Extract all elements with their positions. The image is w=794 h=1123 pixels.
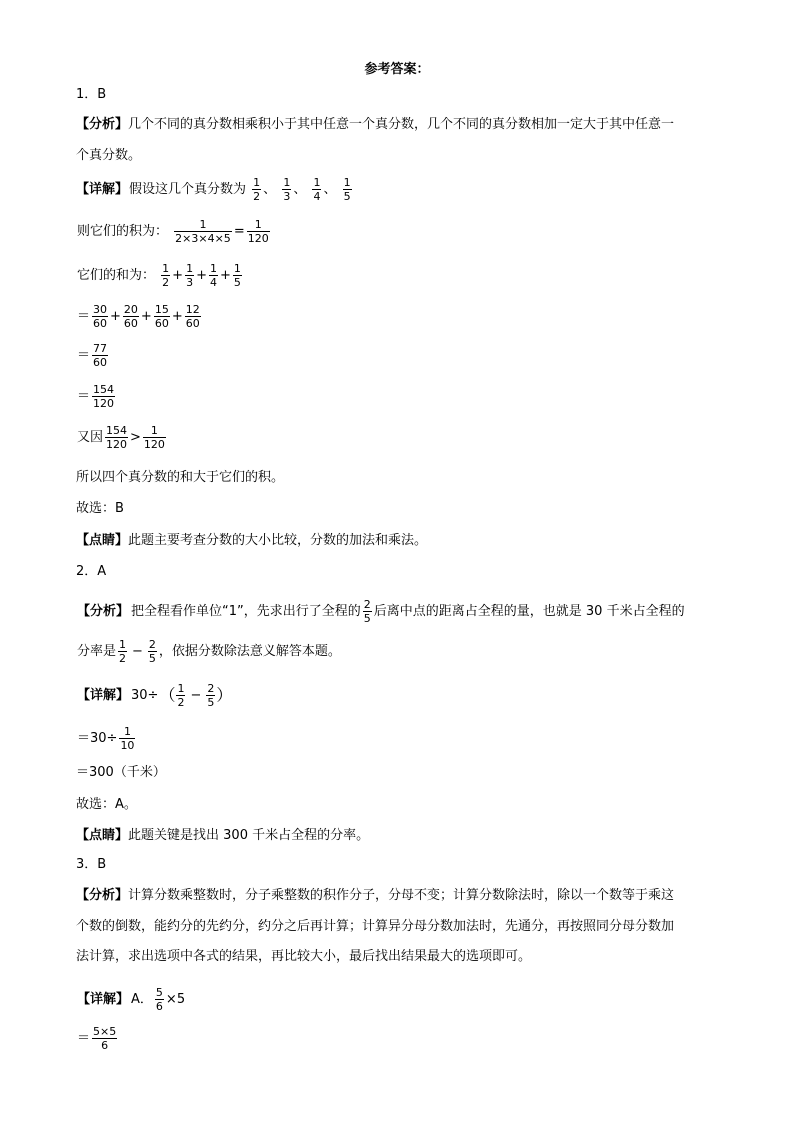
fraction-1-5: $\frac{1}{5}$ xyxy=(343,176,351,203)
q1-sum-text: 它们的和为： xyxy=(77,267,156,283)
right-paren: ） xyxy=(216,685,233,705)
q2-step-3: ＝300（千米） xyxy=(76,765,166,780)
q3-step-2 xyxy=(76,1025,118,1052)
fraction-1-2: $\frac{1}{2}$ xyxy=(119,638,127,665)
fraction-5-6: $\frac{5}{6}$ xyxy=(155,986,163,1013)
q2-analysis-line-2 xyxy=(76,638,342,665)
left-paren: （ xyxy=(159,685,176,705)
q2-analysis-text-2a: 分率是 xyxy=(77,643,117,659)
fraction-15-60: $\frac{15}{60}$ xyxy=(154,303,169,330)
equals-sign: ＝ xyxy=(77,388,91,404)
page-title: 参考答案： xyxy=(364,62,430,77)
plus-sign: + xyxy=(140,308,152,324)
q2-heading: 2．A xyxy=(76,564,107,579)
q2-step-2 xyxy=(76,725,136,752)
q2-comment-tag: 【点睛】 xyxy=(76,828,129,843)
q3-analysis-text-1: 计算分数乘整数时，分子乘整数的积作分子，分母不变；计算分数除法时，除以一个数等于乘这 xyxy=(128,888,675,903)
fraction-product: $\frac{1}{2\times 3\times 4\times 5}$ xyxy=(175,218,231,245)
q2-analysis-text-1a: 把全程看作单位“1”，先求出行了全程的 xyxy=(131,603,361,619)
fraction-1-2: $\frac{1}{2}$ xyxy=(162,262,170,289)
greater-than-sign: > xyxy=(130,429,141,445)
q1-analysis-text-1: 几个不同的真分数相乘积小于其中任意一个真分数，几个不同的真分数相加一定大于其中任意一 xyxy=(128,117,675,132)
fraction-12-60: $\frac{12}{60}$ xyxy=(185,303,200,330)
fraction-1-120: $\frac{1}{120}$ xyxy=(143,424,165,451)
fraction-1-3: $\frac{1}{3}$ xyxy=(283,176,291,203)
fraction-154-120: $\frac{154}{120}$ xyxy=(106,424,128,451)
q1-product-line xyxy=(76,218,271,245)
q1-comment-line xyxy=(76,532,427,550)
equals-sign: ＝ xyxy=(77,308,91,324)
q1-analysis-line-2: 个真分数。 xyxy=(76,148,142,163)
q1-detail-line xyxy=(76,176,353,203)
minus-sign: − xyxy=(132,643,143,659)
q1-detail-tag: 【详解】 xyxy=(76,182,129,197)
fraction-2-5: $\frac{2}{5}$ xyxy=(148,638,156,665)
q1-step-154-120 xyxy=(76,383,116,410)
equals-sign: ＝ xyxy=(77,1030,91,1046)
q2-detail-text: 30÷ xyxy=(131,687,159,703)
q1-analysis-line-1 xyxy=(76,116,674,134)
q2-analysis-line-1 xyxy=(76,598,686,625)
q1-analysis-tag: 【分析】 xyxy=(76,117,129,132)
q1-also-text: 又因 xyxy=(77,429,104,445)
fraction-1-2: $\frac{1}{2}$ xyxy=(177,682,185,709)
fraction-154-120: $\frac{154}{120}$ xyxy=(93,383,115,410)
equals-sign: = xyxy=(233,223,245,239)
plus-sign: + xyxy=(172,267,184,283)
fraction-1-120: $\frac{1}{120}$ xyxy=(247,218,269,245)
q1-sum-line xyxy=(76,262,243,289)
plus-sign: + xyxy=(196,267,207,283)
q2-step-2-text: ＝30÷ xyxy=(77,730,118,746)
q1-comparison-line xyxy=(76,424,167,451)
fraction-77-60: $\frac{77}{60}$ xyxy=(93,342,108,369)
fraction-1-2: $\frac{1}{2}$ xyxy=(253,176,261,203)
q3-analysis-line-2: 个数的倒数，能约分的先约分，约分之后再计算；计算异分母分数加法时，先通分，再按照同分母分数加 xyxy=(76,919,675,934)
q1-heading: 1．B xyxy=(76,87,107,102)
separator: 、 xyxy=(323,181,337,197)
fraction-2-5: $\frac{2}{5}$ xyxy=(363,598,371,625)
q1-comment-tag: 【点睛】 xyxy=(76,533,129,548)
q2-detail-tag: 【详解】 xyxy=(77,687,130,703)
fraction-1-10: $\frac{1}{10}$ xyxy=(120,725,135,752)
fraction-20-60: $\frac{20}{60}$ xyxy=(123,303,138,330)
q2-analysis-tag: 【分析】 xyxy=(77,603,130,619)
fraction-1-3: $\frac{1}{3}$ xyxy=(186,262,194,289)
q2-answer: 故选：A。 xyxy=(76,797,137,812)
q3-analysis-line-1 xyxy=(76,887,674,905)
q3-detail-option-a: A． xyxy=(131,991,153,1007)
fraction-2-5: $\frac{2}{5}$ xyxy=(207,682,215,709)
q1-answer: 故选：B xyxy=(76,501,124,516)
q3-analysis-tag: 【分析】 xyxy=(76,888,129,903)
plus-sign: + xyxy=(219,267,231,283)
q2-comment-line xyxy=(76,827,369,845)
q1-step-77-60 xyxy=(76,342,109,369)
q1-comment-text: 此题主要考查分数的大小比较，分数的加法和乘法。 xyxy=(128,533,428,548)
plus-sign: + xyxy=(171,308,183,324)
q2-comment-text: 此题关键是找出 300 千米占全程的分率。 xyxy=(128,828,370,843)
q1-conclusion: 所以四个真分数的和大于它们的积。 xyxy=(76,470,285,485)
q3-detail-tag: 【详解】 xyxy=(77,991,130,1007)
q3-analysis-line-3: 法计算，求出选项中各式的结果，再比较大小，最后找出结果最大的选项即可。 xyxy=(76,949,532,964)
q2-analysis-text-1b: 后离中点的距离占全程的量，也就是 30 千米占全程的 xyxy=(373,603,685,619)
separator: 、 xyxy=(263,181,277,197)
minus-sign: − xyxy=(190,687,202,703)
q2-detail-line xyxy=(76,682,232,709)
fraction-5x5-6: $\frac{5\times 5}{6}$ xyxy=(93,1025,117,1052)
plus-sign: + xyxy=(110,308,121,324)
times-five: ×5 xyxy=(165,991,186,1007)
q3-detail-line xyxy=(76,986,186,1013)
q2-analysis-text-2b: ，依据分数除法意义解答本题。 xyxy=(158,643,341,659)
fraction-30-60: $\frac{30}{60}$ xyxy=(93,303,108,330)
fraction-1-4: $\frac{1}{4}$ xyxy=(209,262,217,289)
q1-detail-text: 假设这几个真分数为 xyxy=(129,181,247,197)
fraction-1-4: $\frac{1}{4}$ xyxy=(313,176,321,203)
fraction-1-5: $\frac{1}{5}$ xyxy=(233,262,241,289)
q1-step-common-denominator xyxy=(76,303,202,330)
separator: 、 xyxy=(293,181,307,197)
q3-heading: 3．B xyxy=(76,857,107,872)
q1-product-text: 则它们的积为： xyxy=(77,223,169,239)
equals-sign: ＝ xyxy=(77,347,91,363)
